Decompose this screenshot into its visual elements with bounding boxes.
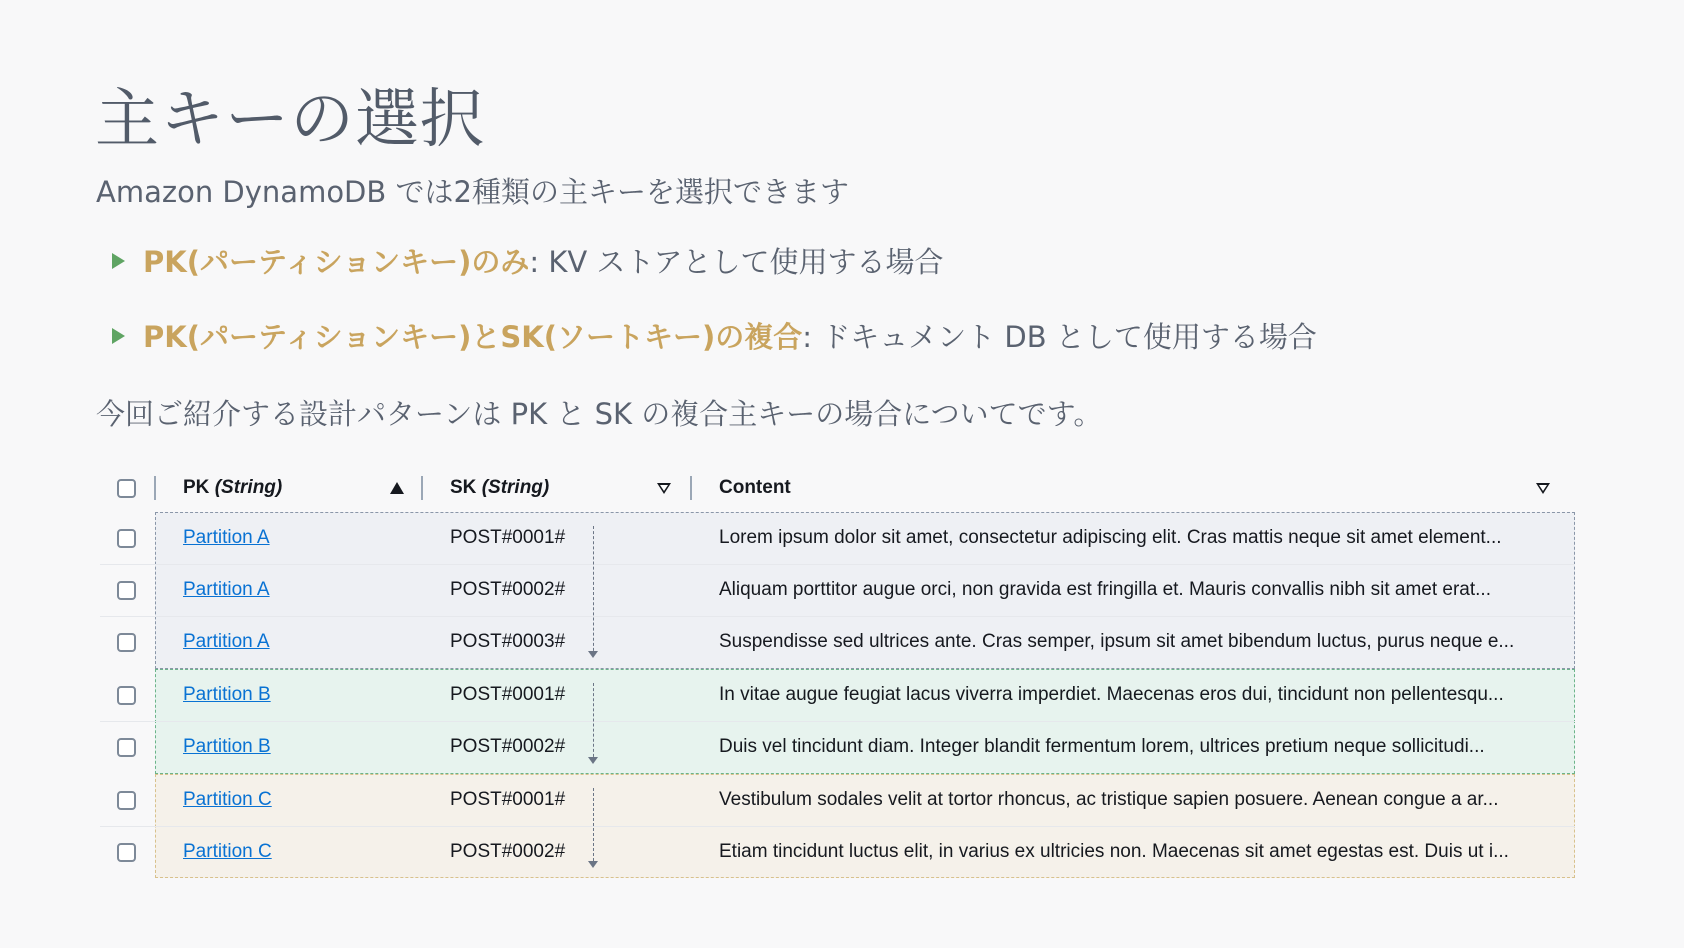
slide-note: 今回ご紹介する設計パターンは PK と SK の複合主キーの場合についてです。 [96, 397, 1103, 431]
content-value: Vestibulum sodales velit at tortor rhoncus, ac tristique sapien posuere. Aenean congue a ar... [719, 789, 1499, 810]
bullet-arrow-icon [112, 328, 125, 344]
sort-descending-icon[interactable] [1536, 483, 1550, 494]
slide-title: 主キーの選択 [95, 83, 485, 157]
pk-link[interactable]: Partition A [183, 527, 270, 548]
table-row [100, 826, 1575, 878]
sk-value: POST#0002# [450, 736, 566, 757]
bullet-pk-sk [112, 315, 1317, 356]
content-value: Etiam tincidunt luctus elit, in varius ex ultricies non. Maecenas sit amet egestas est. Duis ut i... [719, 841, 1509, 862]
table-row [100, 774, 1575, 826]
column-header-pk[interactable] [183, 477, 282, 499]
content-value: Suspendisse sed ultrices ante. Cras semper, ipsum sit amet bibendum luctus, purus neque e... [719, 631, 1515, 652]
row-checkbox[interactable] [117, 581, 136, 600]
row-checkbox[interactable] [117, 843, 136, 862]
bullet-pk-only [112, 240, 944, 281]
select-all-checkbox[interactable] [117, 479, 136, 498]
table-header [100, 464, 1575, 512]
column-divider[interactable] [690, 476, 692, 500]
sk-value: POST#0001# [450, 684, 566, 705]
bullet-text: : ドキュメント DB として使用する場合 [802, 320, 1317, 354]
column-header-content[interactable]: Content [719, 477, 791, 498]
row-checkbox[interactable] [117, 791, 136, 810]
pk-link[interactable]: Partition B [183, 736, 271, 757]
pk-link[interactable]: Partition C [183, 841, 272, 862]
sk-value: POST#0003# [450, 631, 566, 652]
row-checkbox[interactable] [117, 529, 136, 548]
row-checkbox[interactable] [117, 738, 136, 757]
row-checkbox[interactable] [117, 633, 136, 652]
bullet-text: : KV ストアとして使用する場合 [529, 245, 944, 279]
column-divider[interactable] [154, 476, 156, 500]
sk-value: POST#0002# [450, 841, 566, 862]
column-header-sk[interactable] [450, 477, 549, 499]
sort-ascending-icon[interactable] [390, 482, 404, 494]
pk-link[interactable]: Partition A [183, 579, 270, 600]
pk-link[interactable]: Partition A [183, 631, 270, 652]
pk-link[interactable]: Partition B [183, 684, 271, 705]
table-row [100, 564, 1575, 616]
bullet-highlight: PK(パーティションキー)のみ [143, 245, 530, 279]
table-row [100, 669, 1575, 721]
content-value: Aliquam porttitor augue orci, non gravida est fringilla et. Mauris convallis nibh sit amet erat... [719, 579, 1491, 600]
items-table [100, 464, 1575, 862]
table-row [100, 616, 1575, 668]
sk-value: POST#0001# [450, 527, 566, 548]
content-value: Lorem ipsum dolor sit amet, consectetur adipiscing elit. Cras mattis neque sit amet element... [719, 527, 1502, 548]
sk-value: POST#0001# [450, 789, 566, 810]
pk-header-type: (String) [214, 477, 283, 498]
sort-descending-icon[interactable] [657, 483, 671, 494]
table-row [100, 512, 1575, 564]
pk-header-label: PK [183, 477, 215, 498]
sk-header-type: (String) [481, 477, 550, 498]
content-value: In vitae augue feugiat lacus viverra imperdiet. Maecenas eros dui, tincidunt non pellentesqu... [719, 684, 1504, 705]
content-value: Duis vel tincidunt diam. Integer blandit fermentum lorem, ultrices pretium neque sollicitudi... [719, 736, 1485, 757]
slide-subtitle: Amazon DynamoDB では2種類の主キーを選択できます [96, 175, 849, 209]
bullet-arrow-icon [112, 253, 125, 269]
pk-link[interactable]: Partition C [183, 789, 272, 810]
sk-value: POST#0002# [450, 579, 566, 600]
column-divider[interactable] [421, 476, 423, 500]
table-row [100, 721, 1575, 773]
sk-header-label: SK [450, 477, 482, 498]
row-checkbox[interactable] [117, 686, 136, 705]
bullet-highlight: PK(パーティションキー)とSK(ソートキー)の複合 [143, 320, 803, 354]
